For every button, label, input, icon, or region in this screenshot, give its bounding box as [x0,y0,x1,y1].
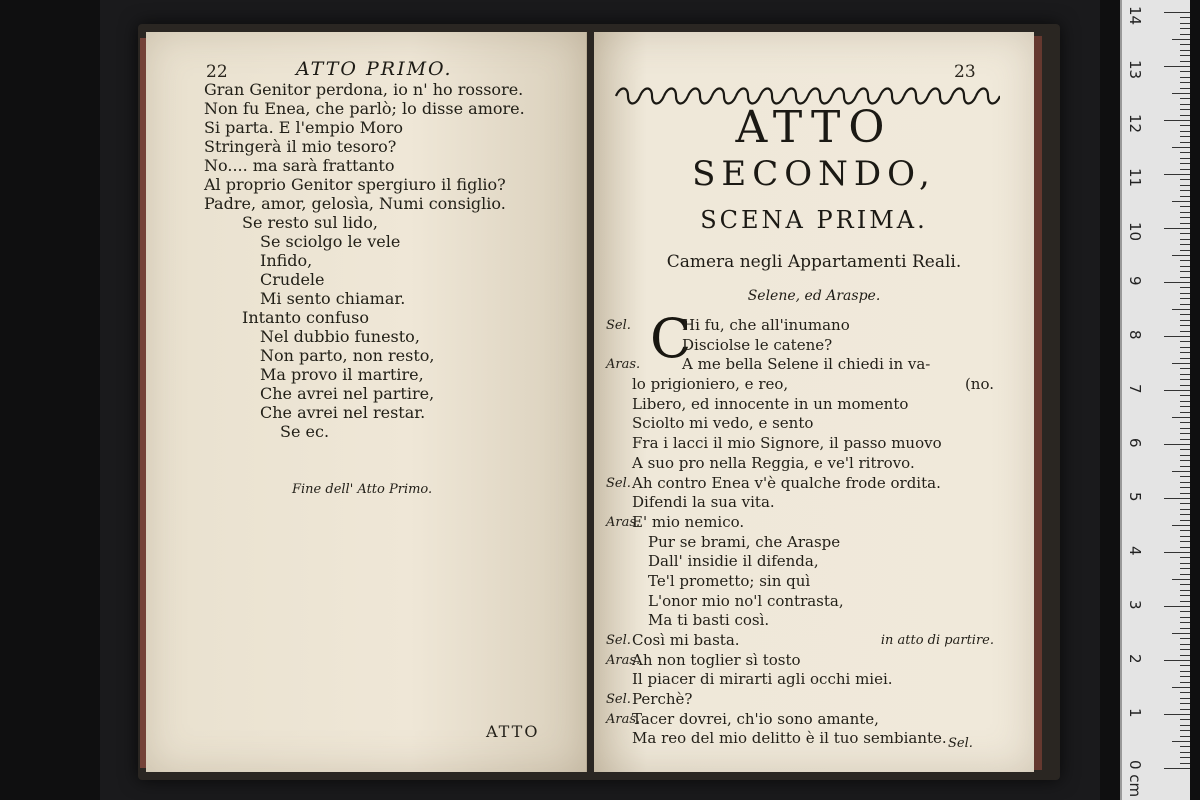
ruler-tick [1180,746,1190,747]
ruler-tick [1172,471,1190,472]
dialogue-text: A me bella Selene il chiedi in va- [682,355,931,374]
stage-direction: in atto di partire. [880,633,994,648]
verse-line: Se sciolgo le vele [260,232,401,251]
dialogue-line [606,414,1006,434]
speaker-label: Sel. [606,318,631,333]
drop-cap: C [650,307,692,370]
dialogue-text: Perchè? [632,690,693,709]
verse-line: Stringerà il mio tesoro? [204,137,397,156]
ruler-tick [1180,379,1190,380]
ruler-tick [1180,104,1190,105]
ruler-number: 8 [1126,330,1144,340]
ruler-tick [1172,39,1190,40]
ruler-tick [1180,385,1190,386]
dialogue-line [606,592,1006,612]
ruler-tick [1180,493,1190,494]
ruler-tick [1180,163,1190,164]
ruler-tick [1180,136,1190,137]
ruler-tick [1164,12,1190,13]
ruler-tick [1180,44,1190,45]
dialogue-text: lo prigioniero, e reo, [632,375,789,394]
ruler-tick [1164,228,1190,229]
ruler-tick [1180,736,1190,737]
dialogue-block [606,316,1006,749]
dialogue-text: Pur se brami, che Araspe [648,532,841,551]
measuring-ruler [1120,0,1190,800]
verse-line: Non fu Enea, che parlò; lo disse amore. [204,99,525,118]
ruler-number: 10 [1126,222,1144,242]
ruler-number: 6 [1126,438,1144,448]
ruler-number: 14 [1126,6,1144,26]
ruler-tick [1180,244,1190,245]
ruler-tick [1180,757,1190,758]
ruler-tick [1180,368,1190,369]
dialogue-line [606,395,1006,415]
dialogue-line [606,316,1006,336]
ruler-tick [1180,563,1190,564]
ruler-tick [1180,703,1190,704]
ruler-tick [1164,606,1190,607]
ruler-tick [1180,50,1190,51]
ruler-tick [1180,541,1190,542]
dialogue-text: Ah non toglier sì tosto [632,650,801,669]
ruler-tick [1180,223,1190,224]
ruler-tick [1180,725,1190,726]
ruler-tick [1172,255,1190,256]
dialogue-line [606,631,1006,651]
verse-line: Si parta. E l'empio Moro [204,118,404,137]
act-heading: ATTO [735,102,893,153]
ruler-tick [1164,444,1190,445]
ruler-tick [1180,374,1190,375]
ruler-tick [1180,628,1190,629]
ruler-tick [1180,287,1190,288]
ruler-tick [1172,201,1190,202]
ruler-tick [1180,320,1190,321]
ruler-tick [1180,638,1190,639]
ruler-tick [1164,174,1190,175]
ruler-tick [1180,487,1190,488]
ruler-tick [1180,395,1190,396]
end-of-act-note: Fine dell' Atto Primo. [292,482,433,497]
verse-line: Che avrei nel restar. [260,403,426,422]
ruler-tick [1180,239,1190,240]
speaker-label: Aras. [606,514,641,530]
ruler-tick [1172,741,1190,742]
ruler-tick [1180,314,1190,315]
ruler-tick [1172,633,1190,634]
dialogue-line [606,611,1006,631]
ruler-tick [1180,530,1190,531]
ruler-tick [1180,763,1190,764]
ruler-tick [1180,503,1190,504]
dialogue-line [606,454,1006,474]
ruler-tick [1180,331,1190,332]
ruler-tick [1180,611,1190,612]
dialogue-text: Il piacer di mirarti agli occhi miei. [632,670,893,689]
ruler-tick [1180,115,1190,116]
dialogue-line [606,651,1006,671]
ruler-tick [1180,142,1190,143]
ruler-tick [1172,525,1190,526]
dialogue-text: Dall' insidie il difenda, [648,552,819,571]
ruler-tick [1180,28,1190,29]
left-page-number: 22 [206,62,228,82]
verse-line: Che avrei nel partire, [260,384,435,403]
dialogue-text: Così mi basta. [632,631,740,649]
dialogue-line [606,572,1006,592]
ruler-tick [1180,125,1190,126]
ruler-tick [1180,509,1190,510]
ruler-tick [1180,217,1190,218]
speaker-label: Sel. [606,692,631,708]
ruler-tick [1180,71,1190,72]
ruler-tick [1180,557,1190,558]
ruler-tick [1180,617,1190,618]
verse-line: Intanto confuso [242,308,370,327]
ruler-number: 4 [1126,546,1144,556]
dialogue-text: Ma ti basti così. [648,611,770,630]
dialogue-line [606,729,1006,749]
verse-line: Gran Genitor perdona, io n' ho rossore. [204,80,524,99]
ruler-tick [1180,476,1190,477]
ruler-tick [1180,665,1190,666]
ruler-tick [1180,109,1190,110]
ruler-tick [1164,552,1190,553]
ruler-tick [1180,358,1190,359]
ruler-number: 1 [1126,708,1144,718]
ruler-tick [1180,460,1190,461]
ruler-tick [1180,574,1190,575]
speaker-label: Aras. [606,652,641,668]
ruler-tick [1180,17,1190,18]
dialogue-text: L'onor mio no'l contrasta, [648,591,844,610]
ruler-tick [1180,152,1190,153]
ruler-tick [1172,363,1190,364]
ruler-number: 5 [1126,492,1144,502]
ruler-tick [1180,190,1190,191]
ruler-tick [1180,266,1190,267]
ruler-tick [1180,277,1190,278]
ruler-tick [1180,520,1190,521]
ruler-tick [1180,514,1190,515]
ruler-tick [1180,547,1190,548]
act-number-heading: SECONDO, [692,154,936,194]
ruler-tick [1172,417,1190,418]
ruler-tick [1180,709,1190,710]
dialogue-line [606,533,1006,553]
dialogue-line [606,710,1006,730]
ruler-tick [1180,422,1190,423]
ruler-tick [1180,692,1190,693]
ruler-tick [1180,34,1190,35]
ruler-tick [1164,660,1190,661]
ruler-tick [1164,768,1190,769]
dialogue-text: Fra i lacci il mio Signore, il passo muovo [632,434,942,453]
ruler-tick [1164,714,1190,715]
verse-line: Crudele [260,270,325,289]
ruler-tick [1180,482,1190,483]
ruler-tick [1180,644,1190,645]
dialogue-line [606,552,1006,572]
dialogue-text: Tacer dovrei, ch'io sono amante, [632,709,879,728]
ruler-tick [1172,687,1190,688]
ruler-tick [1180,752,1190,753]
ruler-tick [1180,298,1190,299]
dialogue-text: Hi fu, che all'inumano [682,316,850,334]
verse-line: Infido, [260,251,313,270]
dialogue-line [606,434,1006,454]
ruler-tick [1180,206,1190,207]
verse-line: Nel dubbio funesto, [260,327,420,346]
left-catchword: ATTO [486,722,540,741]
ruler-tick [1180,601,1190,602]
ruler-tick [1180,179,1190,180]
ruler-tick [1180,730,1190,731]
ruler-unit-label: 0 cm [1126,760,1144,798]
ruler-number: 9 [1126,276,1144,286]
ruler-tick [1180,719,1190,720]
ruler-tick [1180,671,1190,672]
scene-characters: Selene, ed Araspe. [747,288,881,304]
verse-line: Ma provo il martire, [260,365,424,384]
dialogue-text: Te'l prometto; sin quì [648,571,811,590]
ruler-tick [1172,93,1190,94]
ruler-tick [1180,433,1190,434]
ruler-tick [1180,196,1190,197]
speaker-label: Sel. [606,633,631,648]
ruler-tick [1180,536,1190,537]
dialogue-line [606,670,1006,690]
ruler-tick [1180,622,1190,623]
ruler-tick [1180,401,1190,402]
ruler-tick [1180,682,1190,683]
left-verse-block [204,80,525,441]
right-page-number: 23 [954,62,976,82]
ruler-tick [1180,584,1190,585]
stage-direction: (no. [964,375,994,394]
ruler-number: 13 [1126,60,1144,80]
verse-line: Padre, amor, gelosìa, Numi consiglio. [204,194,506,213]
ruler-tick [1180,271,1190,272]
verse-line: Al proprio Genitor spergiuro il figlio? [204,175,506,194]
ruler-tick [1180,304,1190,305]
ruler-tick [1164,498,1190,499]
dialogue-line [606,493,1006,513]
ruler-tick [1180,655,1190,656]
ruler-tick [1172,309,1190,310]
ruler-number: 11 [1126,168,1144,188]
ruler-tick [1180,341,1190,342]
ruler-tick [1180,698,1190,699]
ruler-tick [1180,158,1190,159]
verse-line: No.... ma sarà frattanto [204,156,395,175]
ruler-tick [1180,455,1190,456]
ruler-tick [1180,466,1190,467]
right-catchword: Sel. [948,736,973,751]
ruler-tick [1180,568,1190,569]
ruler-tick [1180,77,1190,78]
dialogue-line [606,375,1006,395]
dialogue-line [606,690,1006,710]
ruler-tick [1180,185,1190,186]
ruler-tick [1180,676,1190,677]
dialogue-text: Sciolto mi vedo, e sento [632,414,814,433]
ruler-tick [1180,233,1190,234]
speaker-label: Sel. [606,475,631,491]
ruler-tick [1180,412,1190,413]
dialogue-text: Difendi la sua vita. [632,493,775,512]
ruler-number: 3 [1126,600,1144,610]
dialogue-text: Ma reo del mio delitto è il tuo sembiante. [632,729,947,748]
ruler-tick [1180,352,1190,353]
verse-line: Mi sento chiamar. [260,289,406,308]
ruler-tick [1180,55,1190,56]
ruler-tick [1180,98,1190,99]
ruler-tick [1164,390,1190,391]
ruler-tick [1180,649,1190,650]
ruler-tick [1180,439,1190,440]
ruler-tick [1180,325,1190,326]
ruler-tick [1180,347,1190,348]
ruler-tick [1180,82,1190,83]
ruler-tick [1164,336,1190,337]
ruler-number: 12 [1126,114,1144,134]
ruler-number: 2 [1126,654,1144,664]
ruler-tick [1180,169,1190,170]
speaker-label: Aras. [606,711,641,727]
ruler-tick [1180,260,1190,261]
ruler-tick [1180,293,1190,294]
ruler-tick [1180,88,1190,89]
verse-line: Se resto sul lido, [242,213,378,232]
ruler-tick [1180,590,1190,591]
ruler-tick [1164,282,1190,283]
ruler-tick [1180,212,1190,213]
ruler-tick [1172,579,1190,580]
dialogue-line [606,355,1006,375]
ruler-tick [1180,61,1190,62]
ruler-tick [1180,595,1190,596]
ruler-tick [1172,147,1190,148]
scene-heading: SCENA PRIMA. [700,206,928,234]
ruler-tick [1180,23,1190,24]
dialogue-text: Disciolse le catene? [682,335,833,354]
speaker-label: Aras. [606,357,641,373]
dialogue-text: Ah contro Enea v'è qualche frode ordita. [632,473,941,492]
ruler-tick [1180,131,1190,132]
dialogue-line [606,513,1006,533]
ruler-tick [1180,449,1190,450]
dialogue-line [606,336,1006,356]
dialogue-text: Libero, ed innocente in un momento [632,394,909,413]
verse-line: Se ec. [280,422,330,441]
running-head: ATTO PRIMO. [296,58,453,80]
ruler-tick [1164,120,1190,121]
ruler-tick [1164,66,1190,67]
dialogue-line [606,474,1006,494]
ruler-tick [1180,406,1190,407]
ruler-number: 7 [1126,384,1144,394]
scene-setting: Camera negli Appartamenti Reali. [666,252,962,272]
ruler-tick [1180,250,1190,251]
dialogue-text: A suo pro nella Reggia, e ve'l ritrovo. [632,453,915,472]
ruler-tick [1180,428,1190,429]
verse-line: Non parto, non resto, [260,346,435,365]
dialogue-text: E' mio nemico. [632,512,745,531]
